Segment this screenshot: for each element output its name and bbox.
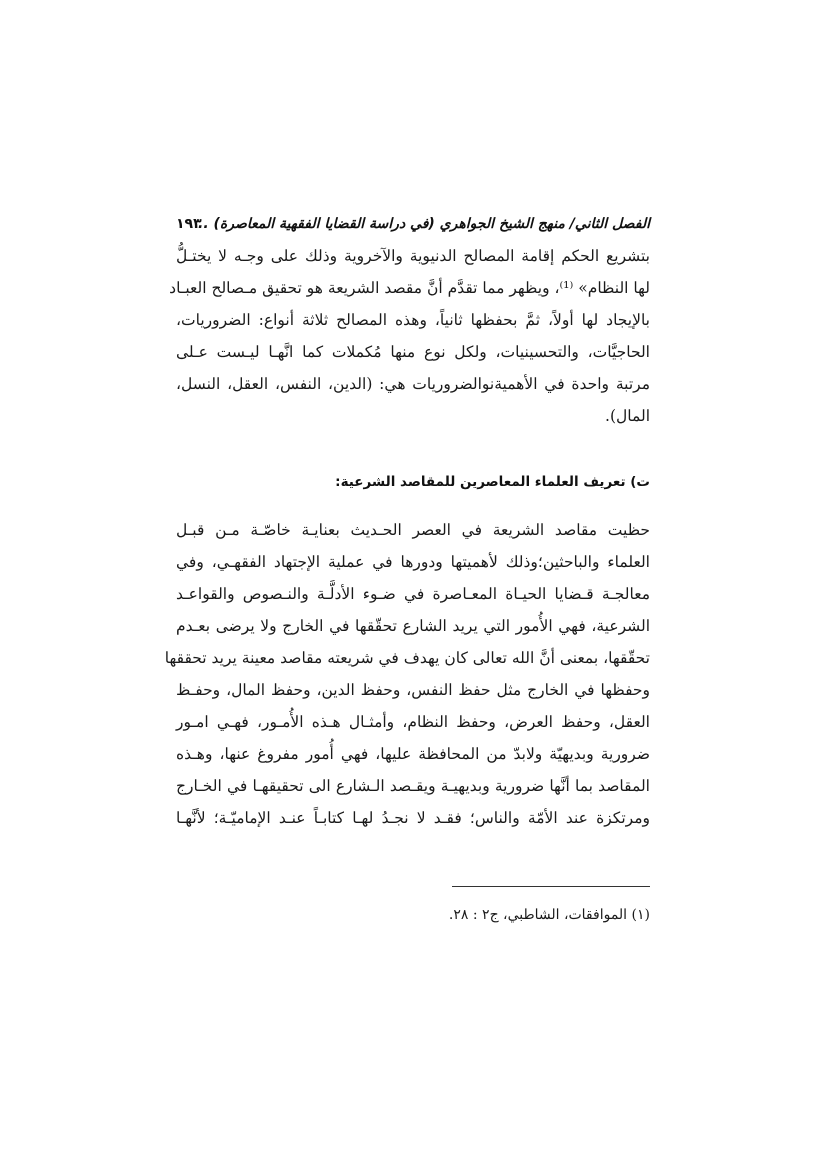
paragraph-line: وحفظها في الخارج مثل حفظ النفس، وحفظ الدين، وحفظ المال، وحفـظ (176, 681, 650, 699)
paragraph-2 (164, 514, 650, 834)
paragraph-line: ومرتكزة عند الأمّة والناس؛ فقـد لا نجـدُ لهـا كتابـاً عنـد الإماميّـة؛ لأنَّهـا (176, 809, 650, 827)
running-header (176, 212, 650, 236)
paragraph-1 (169, 240, 650, 432)
paragraph-line: حظيت مقاصد الشريعة في العصر الحـديث بعنايـة خاصّـة مـن قبـل (176, 521, 650, 539)
paragraph-line: المقاصد بما أنَّها ضرورية وبديهيـة ويقـصد الـشارع الى تحقيقهـا في الخـارج (176, 777, 650, 795)
paragraph-line: ضرورية وبديهيّة ولابدّ من المحافظة عليها، فهي أُمور مفروغ عنها، وهـذه (176, 745, 650, 763)
paragraph-line: المال). (605, 407, 650, 425)
paragraph-line: العلماء والباحثين؛وذلك لأهميتها ودورها في عملية الإجتهاد الفقهـي، وفي (176, 553, 650, 571)
paragraph-line: بالإيجاد لها أولاً، ثمَّ بحفظها ثانياً، وهذه المصالح ثلاثة أنواع: الضروريات، (176, 311, 650, 329)
paragraph-line: تحقّقها، بمعنى أنَّ الله تعالى كان يهدف في شريعته مقاصد معينة يريد تحققها (164, 649, 650, 667)
page-number: ١٩٣ (176, 216, 202, 232)
paragraph-line: معالجـة قـضايا الحيـاة المعـاصرة في ضـوء الأدلَّـة والنـصوص والقواعـد (176, 585, 650, 603)
paragraph-line: مرتبة واحدة في الأهميةنوالضروريات هي: (الدين، النفس، العقل، النسل، (176, 375, 650, 393)
paragraph-line: بتشريع الحكم إقامة المصالح الدنيوية والآخروية وذلك على وجـه لا يختـلُّ (176, 247, 650, 265)
paragraph-line: الشرعية، فهي الأُمور التي يريد الشارع تحقّقها في الخارج ولا يرضى بعـدم (176, 617, 650, 635)
footnote-divider (452, 886, 650, 887)
paragraph-line: لها النظام» ⁽¹⁾، ويظهر مما تقدَّم أنَّ مقصد الشريعة هو تحقيق مـصالح العبـاد (169, 279, 650, 297)
section-heading: ت) تعريف العلماء المعاصرين للمقاصد الشرعية: (335, 474, 650, 490)
header-title: الفصل الثاني/ منهج الشيخ الجواهري (في دراسة القضايا الفقهية المعاصرة) .. (198, 216, 650, 232)
paragraph-line: العقل، وحفظ العرض، وحفظ النظام، وأمثـال هـذه الأُمـور، فهـي امـور (176, 713, 650, 731)
paragraph-line: الحاجيَّات، والتحسينيات، ولكل نوع منها مُكملات كما انَّهـا ليـست عـلى (176, 343, 650, 361)
footnote: (١) الموافقات، الشاطبي، ج٢ : ٢٨. (448, 907, 650, 923)
